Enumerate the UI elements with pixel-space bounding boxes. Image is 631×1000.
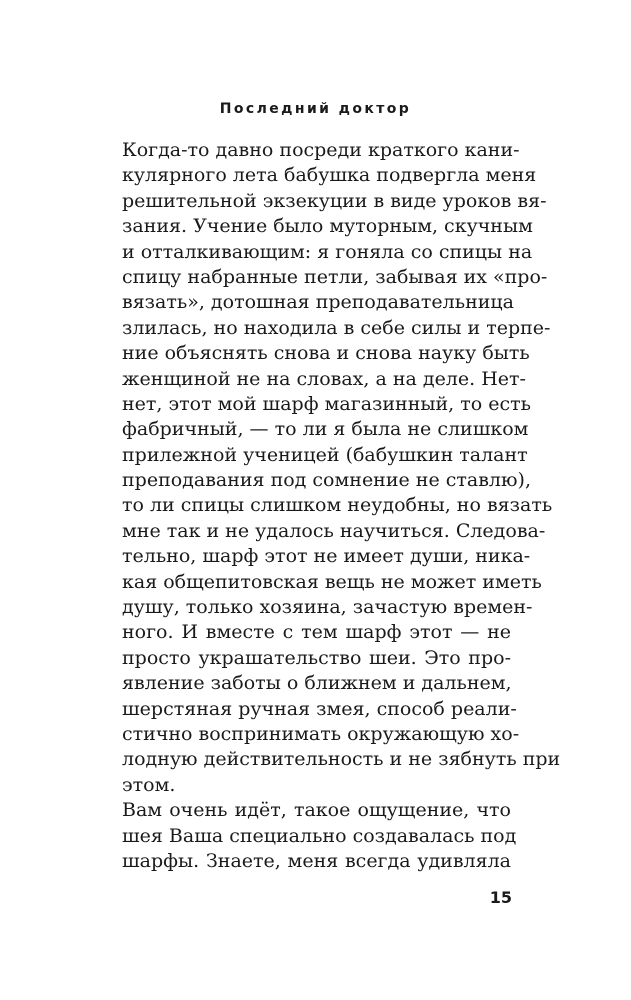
text-line: стично воспринимать окружающую хо- bbox=[122, 722, 520, 745]
text-line: спицу набранные петли, забывая их «про- bbox=[122, 265, 548, 288]
text-line: тельно, шарф этот не имеет души, ника- bbox=[122, 545, 531, 568]
text-line: душу, только хозяина, зачастую времен- bbox=[122, 596, 533, 619]
text-line: преподавания под сомнение не ставлю), bbox=[122, 469, 531, 492]
text-line: этом. bbox=[122, 773, 176, 796]
text-line: шея Ваша специально создавалась под bbox=[122, 824, 517, 847]
text-line: шарфы. Знаете, меня всегда удивляла bbox=[122, 849, 511, 872]
text-line: просто украшательство шеи. Это про- bbox=[122, 646, 511, 669]
body-text bbox=[122, 138, 561, 874]
text-line: то ли спицы слишком неудобны, но вязать bbox=[122, 494, 553, 517]
text-line: ного. И вместе с тем шарф этот — не bbox=[122, 621, 511, 644]
text-line: кая общепитовская вещь не может иметь bbox=[122, 570, 542, 593]
text-line: злилась, но находила в себе силы и терпе- bbox=[122, 316, 551, 339]
text-line: мне так и не удалось научиться. Следова- bbox=[122, 519, 546, 542]
text-line: Когда-то давно посреди краткого кани- bbox=[122, 139, 520, 161]
text-line: нет, этот мой шарф магазинный, то есть bbox=[122, 392, 531, 415]
text-line: лодную действительность и не зябнуть при bbox=[122, 748, 561, 771]
text-line: фабричный, — то ли я была не слишком bbox=[122, 418, 529, 441]
text-line: Вам очень идёт, такое ощущение, что bbox=[122, 799, 511, 822]
text-line: женщиной не на словах, а на деле. Нет- bbox=[122, 367, 526, 390]
text-line: явление заботы о ближнем и дальнем, bbox=[122, 672, 512, 695]
text-line: решительной экзекуции в виде уроков вя- bbox=[122, 189, 547, 212]
text-line: кулярного лета бабушка подвергла меня bbox=[122, 164, 537, 187]
text-line: ние объяснять снова и снова науку быть bbox=[122, 342, 530, 365]
running-head: Последний доктор bbox=[219, 101, 412, 117]
page-number: 15 bbox=[489, 888, 512, 907]
paragraph bbox=[122, 798, 517, 874]
text-line: вязать», дотошная преподавательница bbox=[122, 291, 514, 314]
text-line: шерстяная ручная змея, способ реали- bbox=[122, 697, 517, 720]
text-line: и отталкивающим: я гоняла со спицы на bbox=[122, 240, 533, 263]
text-line: зания. Учение было муторным, скучным bbox=[122, 215, 533, 238]
paragraph bbox=[122, 138, 561, 798]
text-line: прилежной ученицей (бабушкин талант bbox=[122, 443, 528, 466]
